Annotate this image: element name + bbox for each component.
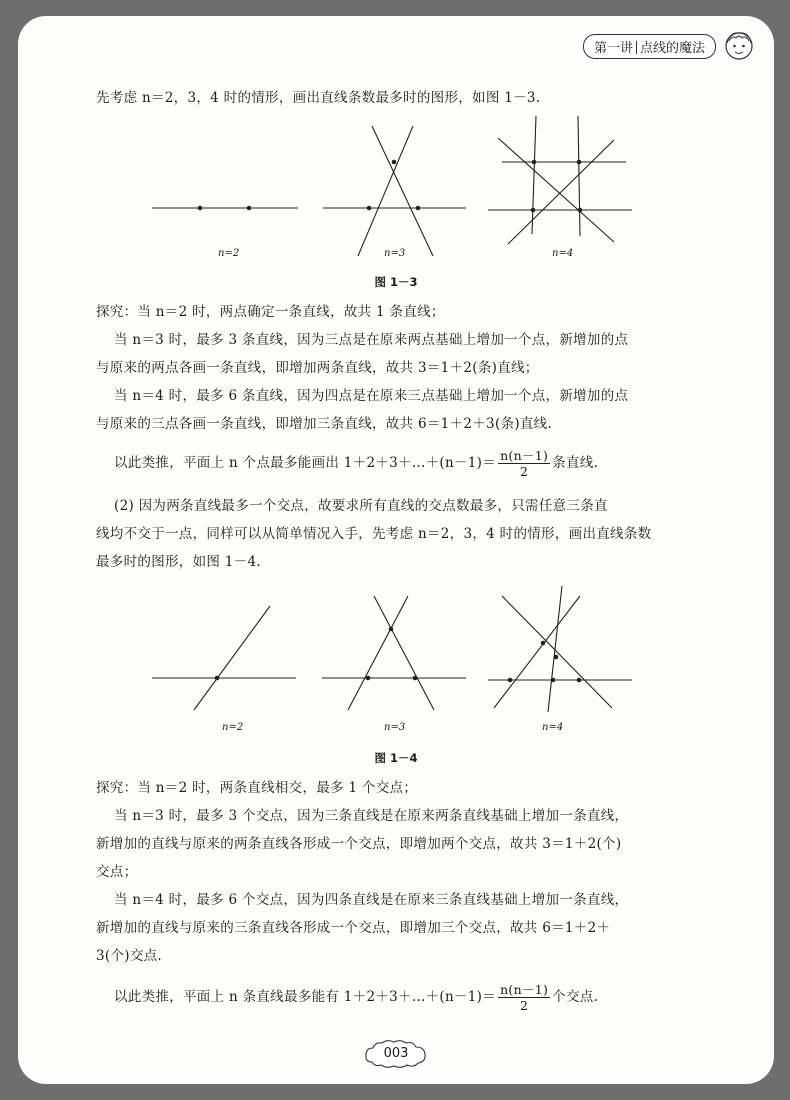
part1-line3a: 当 n＝4 时，最多 6 条直线，因为四点是在原来三点基础上增加一个点，新增加的点: [114, 388, 629, 404]
point: [531, 208, 536, 213]
intersection-point: [551, 678, 556, 683]
part3-conclusion-suffix: 个交点.: [552, 989, 599, 1005]
part3-line3a: 当 n＝4 时，最多 6 个交点，因为四条直线是在原来三条直线基础上增加一条直线，: [114, 892, 629, 908]
part3-line2a: 当 n＝3 时，最多 3 个交点，因为三条直线是在原来两条直线基础上增加一条直线，: [114, 808, 629, 824]
fig1-label-n2: n=2: [218, 248, 240, 259]
part3-line2c: 交点；: [96, 864, 138, 880]
part3-line3c: 3(个)交点.: [96, 948, 163, 964]
intersection-point: [577, 678, 582, 683]
point: [532, 160, 537, 165]
fraction: [498, 448, 550, 479]
cartoon-face-icon: [722, 29, 756, 63]
chapter-label: [583, 34, 716, 59]
fraction: [498, 982, 550, 1013]
part3-conclusion-text: 以此类推，平面上 n 条直线最多能有 1＋2＋3＋…＋(n－1)＝: [114, 989, 497, 1005]
part3-line2b: 新增加的直线与原来的两条直线各形成一个交点，即增加两个交点，故共 3＝1＋2(个): [96, 836, 622, 852]
part1-line3b: 与原来的三点各画一条直线，即增加三条直线，故共 6＝1＋2＋3(条)直线.: [96, 416, 553, 432]
figure-1-3: [18, 116, 774, 286]
intersection-point: [554, 655, 559, 660]
chapter-header: [583, 28, 756, 64]
intro-paragraph: 先考虑 n＝2，3，4 时的情形，画出直线条数最多时的图形，如图 1－3.: [96, 90, 541, 106]
point: [392, 160, 397, 165]
part1-conclusion: [114, 448, 714, 479]
page-number: 003: [383, 1046, 409, 1061]
fig2-label-n2: n=2: [222, 722, 244, 733]
intersection-point: [366, 676, 371, 681]
part2-line2: 线均不交于一点，同样可以从简单情况入手，先考虑 n＝2，3，4 时的情形，画出直线条数: [96, 526, 652, 542]
fraction-numerator: n(n－1): [500, 982, 549, 997]
point: [578, 208, 583, 213]
part2-line3: 最多时的图形，如图 1－4.: [96, 554, 261, 570]
fraction-denominator: 2: [519, 464, 529, 479]
fraction-denominator: 2: [519, 998, 529, 1013]
chapter-number: 第一讲: [593, 40, 633, 56]
intersection-point: [215, 676, 220, 681]
point: [367, 206, 372, 211]
figure-1-4: [18, 586, 774, 736]
fraction-numerator: n(n－1): [500, 448, 549, 463]
point: [577, 160, 582, 165]
part3-conclusion: [114, 982, 714, 1013]
fig1-label-n4: n=4: [552, 248, 574, 259]
part1-line2b: 与原来的两点各画一条直线，即增加两条直线，故共 3＝1＋2(条)直线；: [96, 360, 539, 376]
book-page: [18, 16, 774, 1084]
point: [247, 206, 252, 211]
figure-1-3-caption: 图 1－3: [374, 275, 418, 289]
part3-line1: 探究：当 n＝2 时，两条直线相交，最多 1 个交点；: [96, 780, 418, 796]
part1-conclusion-suffix: 条直线.: [552, 455, 599, 471]
part1-line1: 探究：当 n＝2 时，两点确定一条直线，故共 1 条直线；: [96, 304, 445, 320]
intersection-point: [508, 678, 513, 683]
figure-1-4-caption: 图 1－4: [374, 751, 418, 765]
fig1-label-n3: n=3: [384, 248, 406, 259]
intersection-point: [541, 641, 546, 646]
chapter-title: 点线的魔法: [639, 40, 705, 56]
part3-line3b: 新增加的直线与原来的三条直线各形成一个交点，即增加三个交点，故共 6＝1＋2＋: [96, 920, 611, 936]
intersection-point: [413, 676, 418, 681]
part2-line1: (2) 因为两条直线最多一个交点，故要求所有直线的交点数最多，只需任意三条直: [114, 498, 608, 514]
part1-line2a: 当 n＝3 时，最多 3 条直线，因为三点是在原来两点基础上增加一个点，新增加的点: [114, 332, 629, 348]
fig2-label-n4: n=4: [542, 722, 564, 733]
point: [416, 206, 421, 211]
intersection-point: [389, 627, 394, 632]
part1-conclusion-text: 以此类推，平面上 n 个点最多能画出 1＋2＋3＋…＋(n－1)＝: [114, 455, 497, 471]
point: [198, 206, 203, 211]
fig2-label-n3: n=3: [384, 722, 406, 733]
